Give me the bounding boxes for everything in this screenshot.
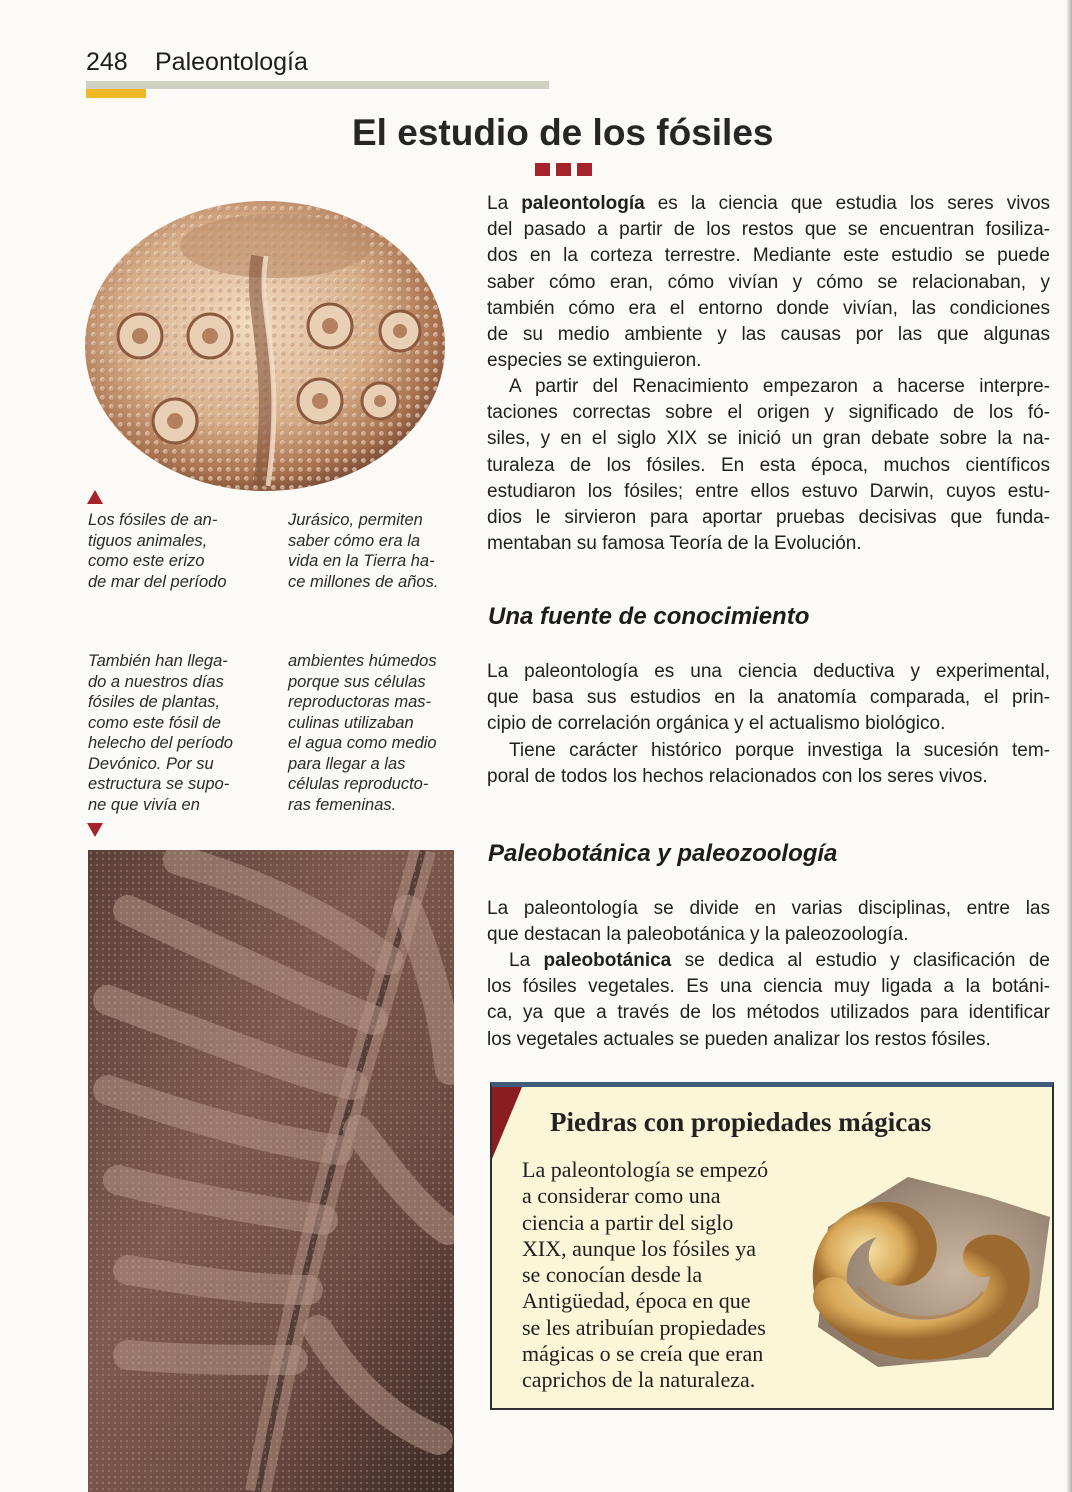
intro-paragraph-1: La paleontología es la ciencia que estudia los seres vivos del pasado a partir de los restos que se encuentran fosiliza- dos en la corteza terrestre. Mediante este estudio se puede saber cómo eran, cómo vivían y cómo se relacionaban, y también cómo era el entorno donde vivían, las condiciones de su medio ambiente y las causas por las que algunas especies se extinguieron. (487, 193, 1051, 372)
sea-urchin-fossil-image (80, 186, 460, 496)
page-number: 248 (86, 48, 128, 76)
heading-una-fuente-de-conocimiento: Una fuente de conocimiento (488, 603, 810, 630)
header-accent-bar (86, 89, 146, 98)
fern-fossil-image (88, 850, 454, 1492)
intro-paragraph-2: A partir del Renacimiento empezaron a hacerse interpre- taciones correctas sobre el origen y significado de los fó- siles, y en el siglo XIX se inició un gran debate sobre la na- turaleza de los fósiles. En esta época, muchos científicos estudiaron los fósiles; entre ellos estuvo Darwin, cuyos estu- dios le sirvieron para aportar pruebas decisivas que funda- mentaban su famosa Teoría de la Evolución. (487, 376, 1050, 555)
info-box-piedras-magicas (490, 1082, 1054, 1410)
page-title: El estudio de los fósiles (352, 112, 774, 153)
section1-paragraph-2: Tiene carácter histórico porque investiga la sucesión tem- poral de todos los hechos relacionados con los seres vivos. (487, 740, 1050, 788)
heading-paleobotanica-y-paleozoologia: Paleobotánica y paleozoología (488, 840, 838, 867)
section2-paragraph-2: La paleobotánica se dedica al estudio y clasificación de los fósiles vegetales. Es una ciencia muy ligada a la botáni- ca, ya que a través de los métodos utilizados para identificar los vegetales actuales se pueden analizar los restos fósiles. (487, 950, 1050, 1050)
caption-arrow-up-icon (87, 490, 103, 504)
urchin-caption-left: Los fósiles de an- tiguos animales, como este erizo de mar del período (88, 511, 227, 591)
ammonite-fossil-image (788, 1157, 1054, 1373)
info-box-title: Piedras con propiedades mágicas (550, 1107, 932, 1137)
title-ornament (535, 163, 592, 176)
header-rule (86, 81, 549, 89)
box-corner-accent (492, 1087, 522, 1159)
section2-paragraph-1: La paleontología se divide en varias disciplinas, entre las que destacan la paleobotánica y la paleozoología. (487, 898, 1050, 946)
page-edge-shadow (1066, 0, 1072, 1492)
fern-caption-right: ambientes húmedos porque sus células reproductoras mas- culinas utilizaban el agua como medio para llegar a las células reproducto- ras femeninas. (288, 652, 437, 814)
running-header-section: Paleontología (155, 48, 308, 76)
info-box-text: La paleontología se empezó a considerar como una ciencia a partir del siglo XIX, aunque los fósiles ya se conocían desde la Antigüedad, época en que se les atribuían propiedades mágicas o se creía que eran caprichos de la naturaleza. (522, 1157, 769, 1393)
fern-caption-left: También han llega- do a nuestros días fósiles de plantas, como este fósil de helecho del período Devónico. Por su estructura se supo- ne que vivía en (88, 652, 233, 814)
section1-paragraph-1: La paleontología es una ciencia deductiva y experimental, que basa sus estudios en la anatomía comparada, el prin- cipio de correlación orgánica y el actualismo biológico. (487, 661, 1050, 735)
urchin-caption-right: Jurásico, permiten saber cómo era la vida en la Tierra ha- ce millones de años. (288, 511, 439, 591)
caption-arrow-down-icon (87, 823, 103, 837)
